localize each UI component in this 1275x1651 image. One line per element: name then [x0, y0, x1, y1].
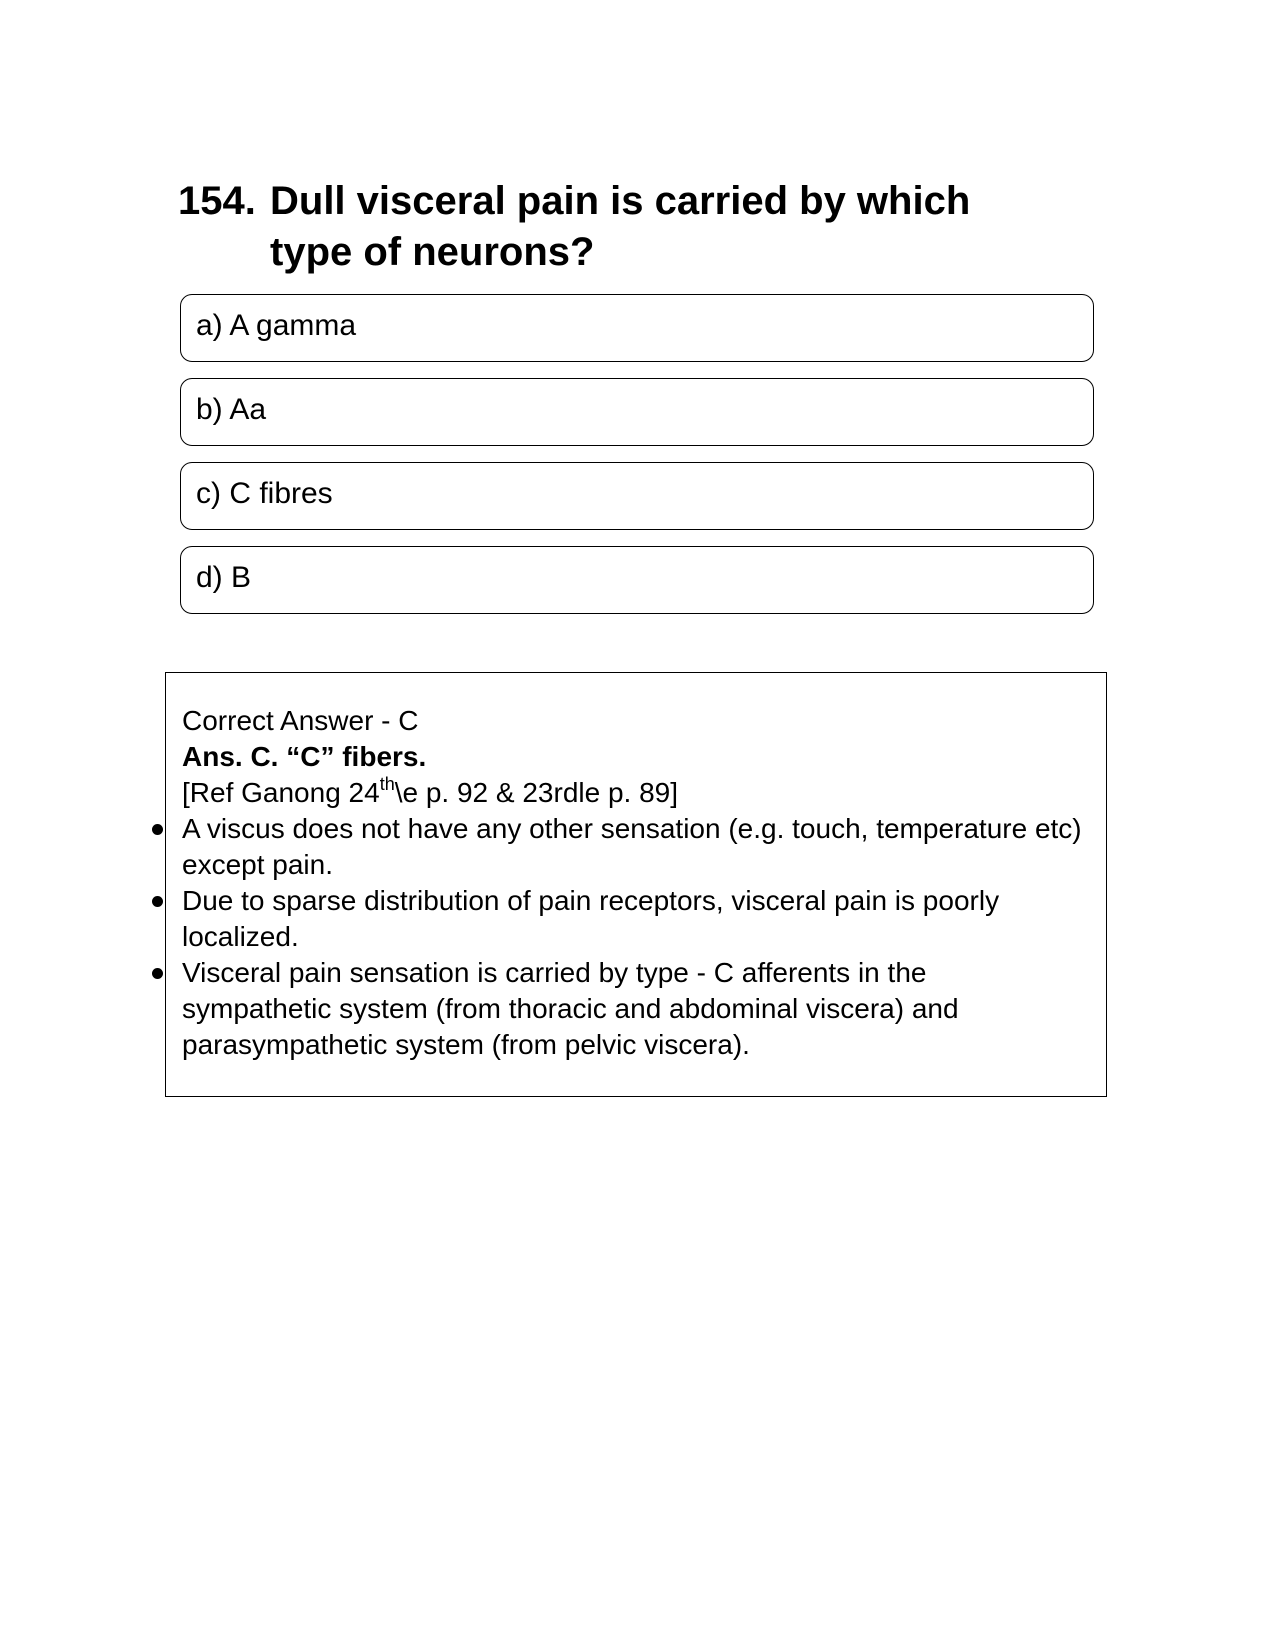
- explanation-point: [182, 955, 1082, 1063]
- question-heading: [178, 176, 1058, 278]
- bullet-icon: [152, 824, 163, 835]
- answer-explanation-box: [165, 672, 1107, 1097]
- option-d[interactable]: [180, 546, 1094, 614]
- reference-line: [182, 775, 1082, 811]
- explanation-point-text: Due to sparse distribution of pain receptors, visceral pain is poorly localized.: [182, 885, 1000, 952]
- option-a[interactable]: [180, 294, 1094, 362]
- explanation-point: [182, 883, 1082, 955]
- option-d-label: d) B: [196, 561, 252, 594]
- correct-answer-line: Correct Answer - C: [182, 705, 419, 736]
- reference-prefix: [Ref Ganong 24: [182, 777, 380, 808]
- option-b[interactable]: [180, 378, 1094, 446]
- answer-content: [182, 703, 1082, 1063]
- question-text: Dull visceral pain is carried by which type of neurons?: [270, 179, 971, 274]
- question-number: 154.: [178, 179, 256, 223]
- explanation-points: [182, 811, 1082, 1063]
- reference-suffix: \e p. 92 & 23rdle p. 89]: [394, 777, 679, 808]
- answer-heading: Ans. C. “C” fibers.: [182, 741, 427, 772]
- explanation-point: [182, 811, 1082, 883]
- option-c-label: c) C fibres: [196, 477, 333, 510]
- bullet-icon: [152, 968, 163, 979]
- reference-superscript: th: [379, 773, 395, 794]
- option-a-label: a) A gamma: [196, 309, 357, 342]
- options-list: [180, 294, 1094, 630]
- explanation-point-text: A viscus does not have any other sensation (e.g. touch, temperature etc) except pain.: [182, 813, 1082, 880]
- bullet-icon: [152, 896, 163, 907]
- option-c[interactable]: [180, 462, 1094, 530]
- option-b-label: b) Aa: [196, 393, 267, 426]
- explanation-point-text: Visceral pain sensation is carried by type - C afferents in the sympathetic system (from thoracic and abdominal viscera) and parasympathetic system (from pelvic viscera).: [182, 957, 959, 1060]
